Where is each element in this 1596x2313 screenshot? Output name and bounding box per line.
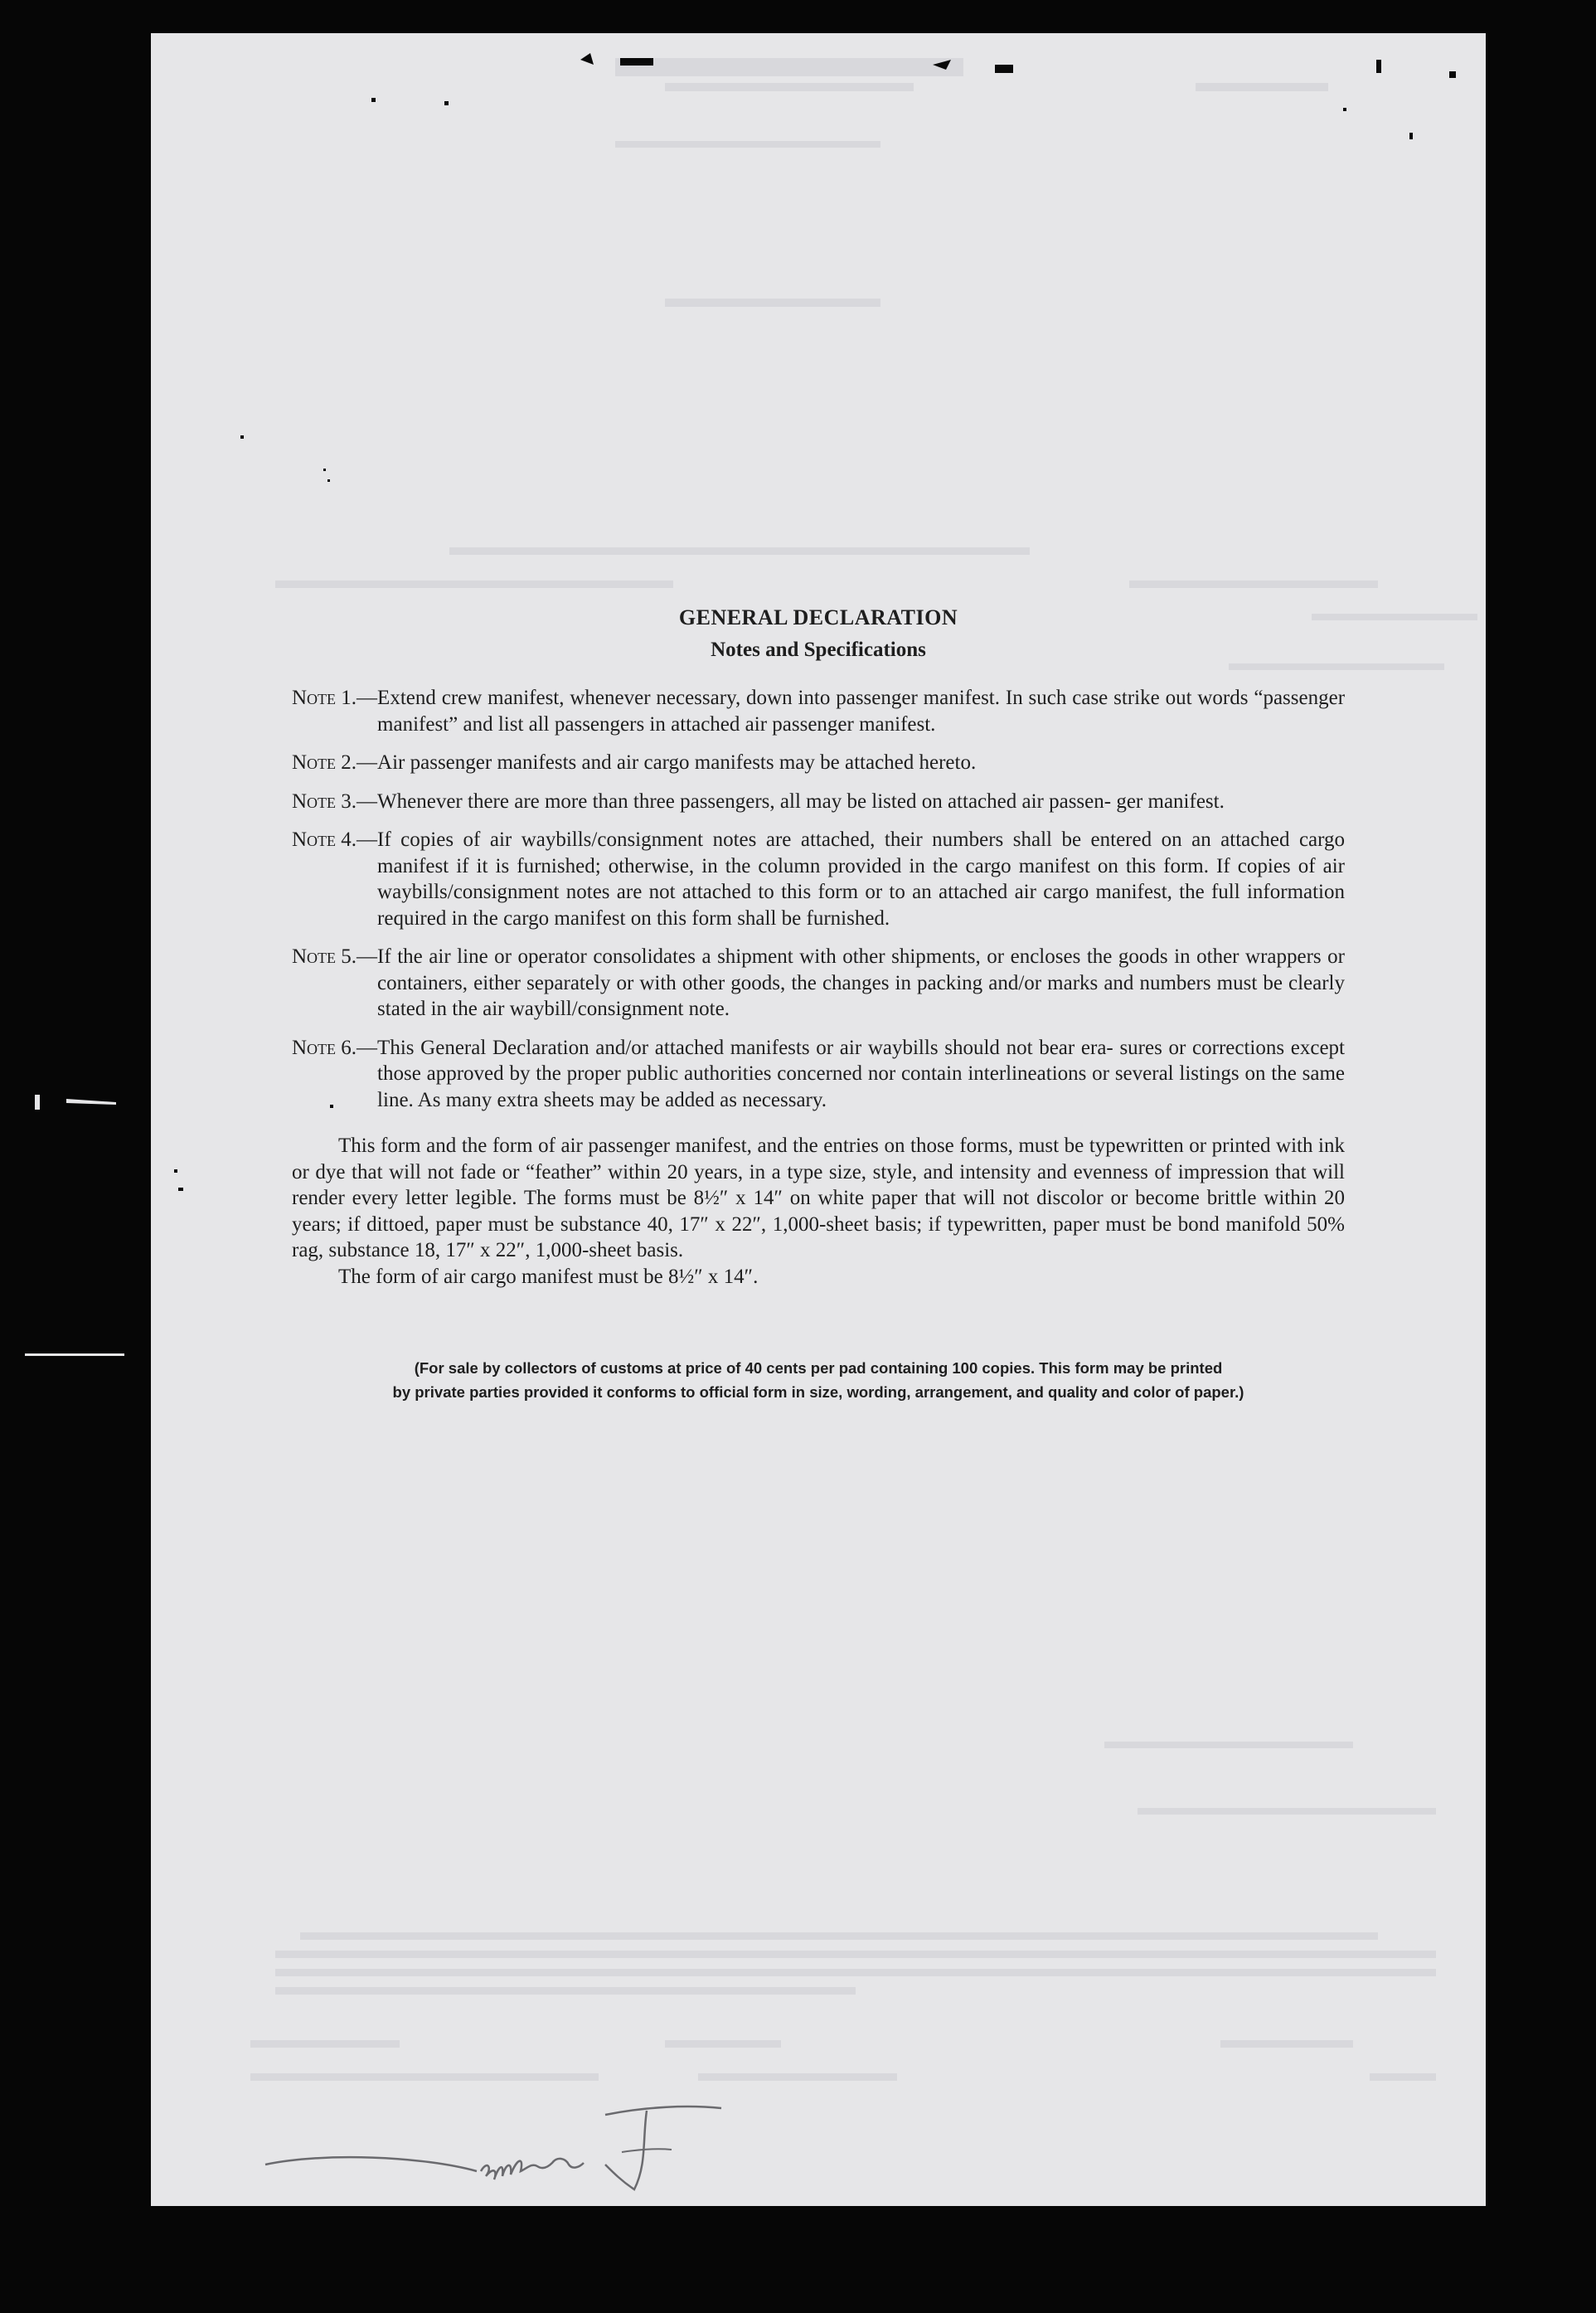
note-label: Note 5.— <box>292 945 378 968</box>
note-text-rest: on an attached cargo manifest if it is furnished; otherwise, in the column provided in the cargo manifest on this form. If copies of air waybills/consignment notes are not attached to this form or to an attached air cargo manifest, the full information required in the cargo manifest on this form shall be furnished. <box>377 829 1346 930</box>
form-requirements-paragraph: This form and the form of air passenger manifest, and the entries on those forms, must be typewritten or printed with ink or dye that will not fade or “feather” within 20 years, in a type size, style, and intensity and evenness of impression that will render every letter legible. The forms must be 8½″ x 14″ on white paper that will not discolor or become brittle within 20 years; if dittoed, paper must be substance 40, 17″ x 22″, 1,000-sheet basis; if typewritten, paper must be bond manifold 50% rag, substance 18, 17″ x 22″, 1,000-sheet basis. <box>292 1135 1345 1261</box>
note-label: Note 1.— <box>292 687 378 709</box>
note-text-first: If copies of air waybills/consignment notes are attached, their numbers shall be entered <box>377 829 1152 851</box>
note-text-first: Air passenger manifests and air cargo manifests may be attached hereto. <box>377 751 977 774</box>
note-text-first: Extend crew manifest, whenever necessary, down into passenger manifest. In such case <box>377 687 1108 709</box>
note-text-first: This General Declaration and/or attached manifests or air waybills should not bear era- <box>377 1036 1113 1059</box>
note-text-rest: ger manifest. <box>1116 790 1225 813</box>
note-text-first: If the air line or operator consolidates a shipment with other shipments, or encloses the <box>377 945 1113 968</box>
note-text-first: Whenever there are more than three passengers, all may be listed on attached air passen- <box>377 790 1112 813</box>
sale-notice-line-1: (For sale by collectors of customs at price of 40 cents per pad containing 100 copies. This form may be printed <box>414 1359 1223 1377</box>
document-title: GENERAL DECLARATION <box>678 605 958 629</box>
sale-notice-line-2: by private parties provided it conforms to official form in size, wording, arrangement, and quality and color of paper.) <box>392 1383 1244 1401</box>
note-label: Note 4.— <box>292 829 378 851</box>
note-text-rest: strike out words “passenger manifest” and list all passengers in attached air passenger manifest. <box>377 687 1346 736</box>
note-label: Note 3.— <box>292 790 378 813</box>
note-label: Note 2.— <box>292 751 378 774</box>
cargo-manifest-size-paragraph: The form of air cargo manifest must be 8½″ x 14″. <box>338 1265 759 1288</box>
note-text-rest: sures or corrections except those approved by the proper public authorities concerned nor contain interlineations or several listings on the same line. As many extra sheets may be added as necessary. <box>377 1036 1346 1111</box>
note-label: Note 6.— <box>292 1036 378 1059</box>
document-subtitle: Notes and Specifications <box>711 639 926 661</box>
note-text-rest: goods in other wrappers or containers, either separately or with other goods, the changes in packing and/or marks and numbers must be clearly stated in the air waybill/consignment note. <box>377 945 1346 1020</box>
